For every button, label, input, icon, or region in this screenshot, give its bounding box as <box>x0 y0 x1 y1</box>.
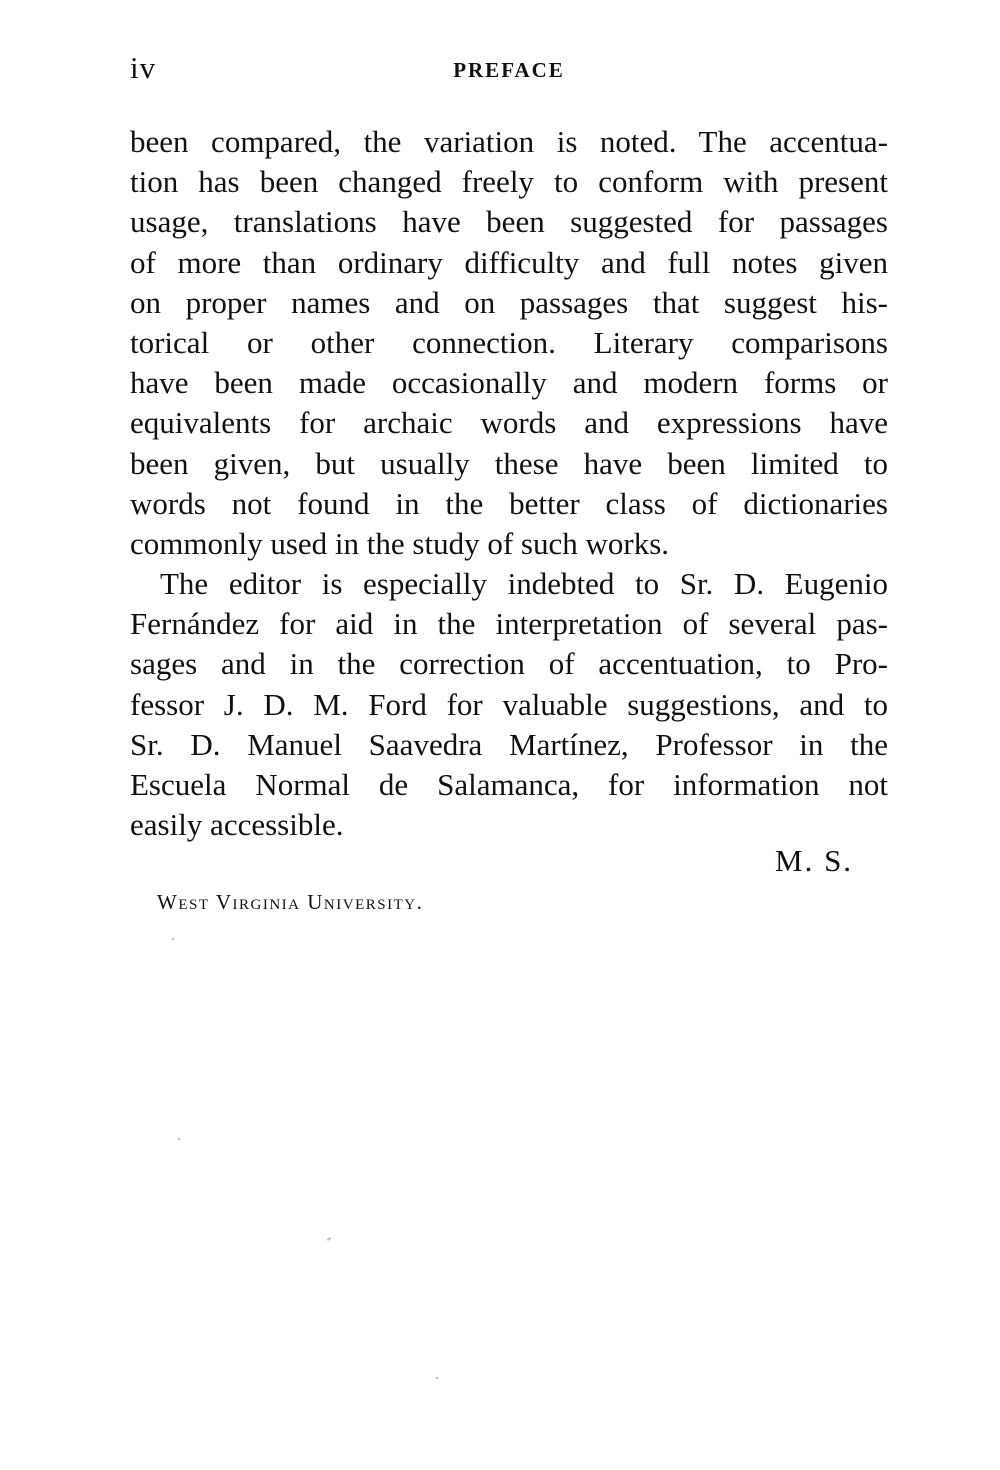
institution-name: West Virginia University. <box>157 890 424 914</box>
paper-speck <box>178 1138 180 1140</box>
paragraph-1 <box>130 122 888 564</box>
text-line: have been made occasionally and modern forms or <box>130 365 888 401</box>
text-line: words not found in the better class of dictionaries <box>130 485 888 521</box>
author-initials: M. S. <box>775 843 854 878</box>
body-text <box>130 122 888 845</box>
text-line: fessor J. D. M. Ford for valuable suggestions, and to <box>130 686 888 722</box>
paper-speck <box>327 1237 331 1241</box>
text-line: equivalents for archaic words and expressions have <box>130 405 888 441</box>
text-line: been given, but usually these have been limited to <box>130 445 888 481</box>
text-line: tion has been changed freely to conform with present <box>130 164 888 200</box>
text-line: usage, translations have been suggested for passages <box>130 204 888 240</box>
text-line: torical or other connection. Literary comparisons <box>130 324 888 360</box>
paper-speck <box>172 938 174 940</box>
running-head <box>130 50 888 90</box>
text-line: been compared, the variation is noted. The accentua- <box>130 124 888 159</box>
page-number: iv <box>130 50 157 85</box>
text-line: Sr. D. Manuel Saavedra Martínez, Professor in the <box>130 726 888 762</box>
text-line: Escuela Normal de Salamanca, for information not <box>130 767 888 802</box>
text-line: sages and in the correction of accentuation, to Pro- <box>130 646 888 682</box>
text-line: commonly used in the study of such works. <box>130 525 670 561</box>
text-line: Fernández for aid in the interpretation of several pas- <box>130 606 888 642</box>
text-line: on proper names and on passages that suggest his- <box>130 284 888 320</box>
text-line: The editor is especially indebted to Sr. D. Eugenio <box>160 566 888 602</box>
paragraph-2 <box>130 564 888 845</box>
text-line: of more than ordinary difficulty and full notes given <box>130 244 888 280</box>
running-title: PREFACE <box>453 58 565 82</box>
paper-speck <box>436 1377 438 1379</box>
text-line: easily accessible. <box>130 807 344 843</box>
